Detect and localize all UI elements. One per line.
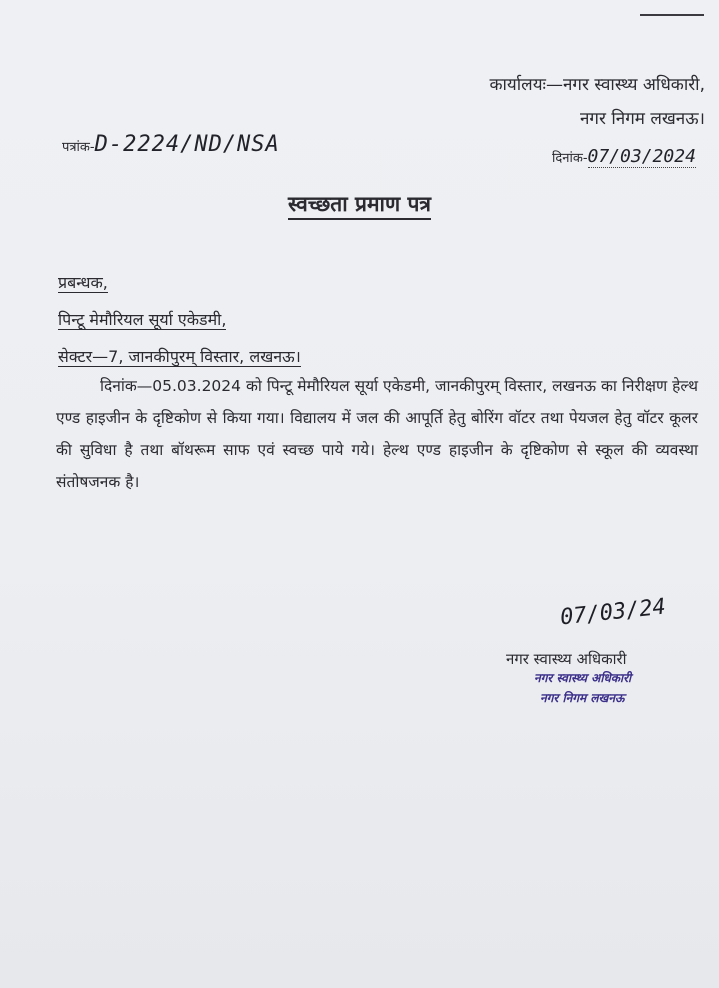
document-title-text: स्वच्छता प्रमाण पत्र — [288, 192, 431, 220]
official-stamp — [534, 668, 631, 708]
issue-date — [552, 146, 696, 167]
page-edge-mark — [640, 14, 704, 16]
office-heading — [489, 68, 705, 136]
signatory-designation: नगर स्वास्थ्य अधिकारी — [506, 650, 627, 668]
reference-number — [62, 132, 280, 157]
office-line-1: कार्यालयः—नगर स्वास्थ्य अधिकारी, — [489, 75, 705, 95]
recipient-line-3-text: सेक्टर—7, जानकीपुरम् विस्तार, लखनऊ। — [58, 347, 301, 366]
office-line-2: नगर निगम लखनऊ। — [580, 109, 705, 129]
date-label: दिनांक- — [552, 151, 588, 166]
recipient-address — [58, 264, 301, 375]
stamp-line-1: नगर स्वास्थ्य अधिकारी — [534, 671, 632, 685]
document-title — [0, 190, 719, 218]
reference-label: पत्रांक- — [62, 140, 95, 155]
handwritten-signature: 07/03/24 — [558, 594, 667, 631]
recipient-line-1 — [58, 264, 301, 301]
recipient-line-1-text: प्रबन्धक, — [58, 273, 108, 292]
recipient-line-2-text: पिन्टू मेमौरियल सूर्या एकेडमी, — [58, 310, 227, 329]
recipient-line-2 — [58, 301, 301, 338]
certificate-body: दिनांक—05.03.2024 को पिन्टू मेमौरियल सूर्या एकेडमी, जानकीपुरम् विस्तार, लखनऊ का निरीक्षण हेल्थ एण्ड हाइजीन के दृष्टिकोण से किया गया। विद्यालय में जल की आपूर्ति हेतु बोरिंग वॉटर तथा पेयजल हेतु वॉटर कूलर की सुविधा है तथा बॉथरूम साफ एवं स्वच्छ पाये गये। हेल्थ एण्ड हाइजीन के दृष्टिकोण से स्कूल की व्यवस्था संतोषजनक है। — [56, 377, 698, 491]
date-value: 07/03/2024 — [587, 146, 696, 167]
stamp-line-2: नगर निगम लखनऊ — [540, 691, 625, 705]
reference-value: D-2224/ND/NSA — [94, 132, 280, 157]
